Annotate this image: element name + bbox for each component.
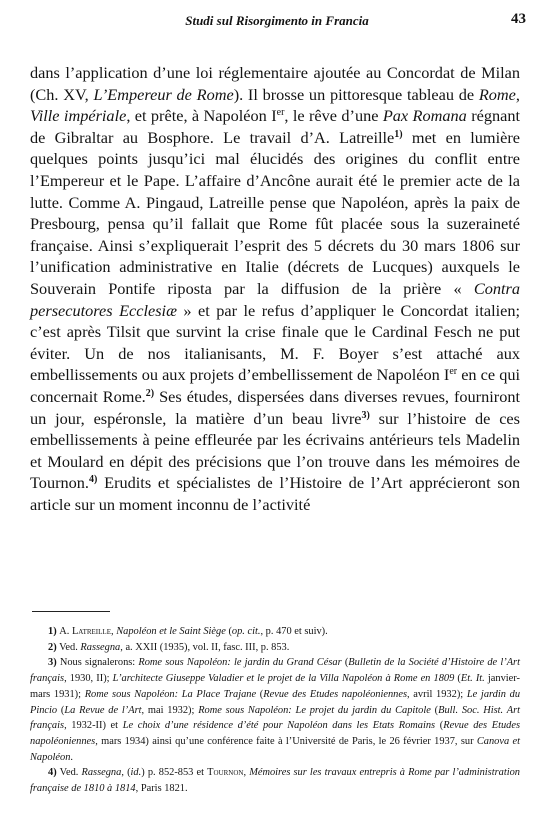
page-number: 43: [511, 11, 526, 27]
italic-title: id.: [130, 767, 142, 779]
italic-title: Rome: [478, 84, 516, 104]
italic-title: Rome sous Napoléon: La Place Trajane: [84, 688, 257, 700]
italic-title: Contra persecutores Ecclesiæ: [30, 278, 520, 320]
italic-title: Canova et Napoléon: [30, 735, 520, 763]
superscript: er: [276, 107, 285, 119]
italic-title: Napoléon et le Saint Siège: [116, 626, 226, 637]
footnote-ref[interactable]: 3): [361, 409, 370, 421]
italic-title: op. cit.: [231, 626, 261, 637]
text-run: (: [256, 688, 264, 700]
footnote-marker: 1): [48, 626, 57, 637]
text-run: Erudits et spécialistes de l’Histoire de l’Art apprécieront son article sur un moment inconnu de l’activité: [30, 473, 520, 514]
text-run: (: [454, 673, 461, 685]
text-run: , et prête, à Napoléon I: [126, 106, 277, 126]
text-run: , a. XXII (1935), vol. II, fasc. III, p. 853.: [120, 641, 290, 653]
text-run: Nous signalerons:: [56, 657, 139, 669]
text-run: , le rêve d’une: [284, 106, 383, 126]
text-run: sur l’histoire de ces embellissements à peine effleurée par les écrivains antérieurs tels Madelin et Moulard en dépit des précisions que l’on trouve dans les mémoires de Tournon.: [30, 408, 520, 493]
italic-title: Revue des Etudes napoléoniennes: [30, 720, 520, 747]
text-run: Ved.: [56, 641, 81, 653]
text-run: (: [435, 720, 444, 732]
text-run: ,: [110, 626, 117, 637]
text-run: Tournon: [207, 767, 244, 779]
text-run: met en lumière quelques points jusqu’ici mal élucidés des origines du conflit entre l’Empereur et le Pape. L’affaire d’Ancône aurait été le premier acte de la lutte. Comme A. Pingaud, Latreille pense que Napoléon, après la paix de Presbourg, pensa qu’il fallait que Rome fût placée sous la suzeraineté française. Ainsi s’expliquerait l’esprit des 5 décrets du 30 mars 1806 sur l’unification administrative en Italie (décrets de Lucques) auxquels le Souverain Pontife riposta par la diffusion de la prière «: [30, 127, 520, 298]
text-run: , 1930, II);: [64, 673, 113, 685]
text-run: » et par le refus d’appliquer le Concordat italien; c’est après Tilsit que survint la crise finale que le Cardinal Fesch ne put éviter. Un de nos italianisants, M. F. Boyer s’est attaché aux embellissements ou aux projets d’embellissement de Napoléon I: [30, 300, 521, 385]
text-run: (: [57, 704, 65, 716]
text-run: , (: [121, 767, 131, 779]
text-run: (: [341, 657, 349, 669]
text-run: , mai 1932);: [141, 704, 199, 716]
italic-title: Bulletin de la Société d’Histoire de l’Art français: [30, 657, 520, 685]
italic-title: Le jardin du Pincio: [30, 688, 521, 716]
footnote: [30, 624, 520, 640]
italic-title: L’Empereur de Rome: [93, 84, 234, 104]
italic-title: Revue des Etudes napoléoniennes: [263, 688, 408, 700]
italic-title: Rome sous Napoléon: le jardin du Grand César: [138, 657, 342, 669]
italic-title: Pax Romana: [382, 106, 467, 126]
text-run: , p. 470 et suiv).: [260, 626, 328, 637]
footnote-marker: 3): [48, 657, 57, 669]
body-paragraph: [30, 62, 520, 515]
footnote: [30, 640, 520, 656]
footnote: [30, 655, 520, 765]
main-text: [30, 62, 520, 515]
text-run: dans l’application d’une loi réglementaire ajoutée au Concordat de Milan (Ch. XV,: [30, 63, 520, 104]
italic-title: Mémoires sur les travaux entrepris à Rome par l’administration française de 1810 à 1814: [30, 767, 521, 795]
footnote-divider: [32, 611, 110, 612]
italic-title: Le choix d’une résidence d’été pour Napoléon dans les Etats Romains: [122, 720, 436, 732]
text-run: en ce qui concernait Rome.: [30, 365, 520, 406]
italic-title: Ville impériale: [30, 106, 127, 126]
superscript: er: [449, 366, 458, 378]
italic-title: L’architecte Giuseppe Valadier et le projet de la Villa Napoléon à Rome en 1809: [112, 673, 455, 685]
running-title: Studi sul Risorgimento in Francia: [185, 13, 369, 28]
text-run: janvier-mars 1931);: [30, 673, 521, 700]
page-header: [28, 10, 526, 32]
footnote-marker: 4): [48, 767, 57, 779]
italic-title: La Revue de l’Art: [64, 704, 142, 716]
text-run: ) p. 852-853 et: [141, 767, 208, 779]
footnote: [30, 765, 520, 796]
text-run: , avril 1932);: [407, 688, 467, 700]
text-run: régnant de Gibraltar au Bosphore. Le travail d’A. Latreille: [30, 106, 521, 147]
italic-title: Et. It.: [460, 673, 485, 685]
text-run: Ved.: [56, 767, 82, 779]
text-run: (: [430, 704, 439, 716]
text-run: , Paris 1821.: [135, 783, 188, 795]
italic-title: Rome sous Napoléon: Le projet du jardin du Capitole: [198, 704, 431, 716]
text-run: ,: [243, 767, 250, 779]
footnotes: [30, 624, 520, 797]
text-run: , 1932-II) et: [64, 720, 123, 732]
text-run: (: [225, 626, 232, 637]
footnote-ref[interactable]: 4): [89, 474, 98, 486]
text-run: .: [70, 751, 74, 763]
italic-title: Bull. Soc. Hist. Art français: [30, 704, 520, 732]
text-run: ,: [515, 84, 520, 104]
text-run: , mars 1934) ainsi qu’une conférence faite à l’Université de Paris, le 26 février 1937, sur: [95, 735, 477, 747]
text-run: Ses études, dispersées dans diverses revues, fourniront un jour, espéronsle, la matière d’un beau livre: [30, 386, 520, 428]
text-run: ). Il brosse un pittoresque tableau de: [233, 84, 479, 104]
footnote-marker: 2): [48, 641, 57, 653]
italic-title: Rassegna: [80, 641, 121, 653]
text-run: A. Latreille: [59, 626, 111, 637]
footnote-ref[interactable]: 2): [145, 387, 155, 399]
footnote-ref[interactable]: 1): [394, 128, 403, 140]
italic-title: Rassegna: [81, 767, 122, 779]
